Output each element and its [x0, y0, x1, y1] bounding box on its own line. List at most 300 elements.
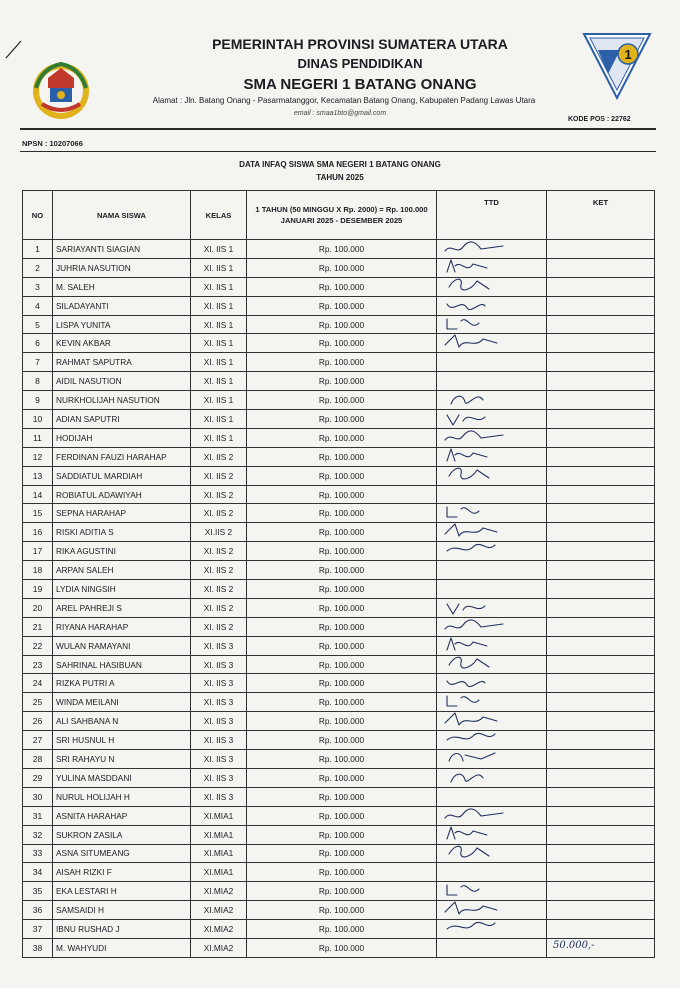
table-row: [23, 485, 655, 504]
table-row: [23, 882, 655, 901]
infaq-amount: Rp. 100.000: [247, 523, 437, 542]
student-name: WINDA MEILANI: [53, 693, 191, 712]
signature-cell: [437, 240, 547, 259]
infaq-amount: Rp. 100.000: [247, 561, 437, 580]
student-name: ALI SAHBANA N: [53, 712, 191, 731]
postal-code: KODE POS : 22762: [568, 116, 631, 123]
infaq-amount: Rp. 100.000: [247, 372, 437, 391]
handwritten-signature: [441, 334, 521, 353]
signature-cell: [437, 920, 547, 939]
row-number: 34: [23, 863, 53, 882]
infaq-amount: Rp. 100.000: [247, 693, 437, 712]
remark-cell: [547, 655, 655, 674]
student-name: M. WAHYUDI: [53, 938, 191, 957]
remark-cell: [547, 353, 655, 372]
table-body: [23, 240, 655, 958]
row-number: 20: [23, 598, 53, 617]
infaq-amount: Rp. 100.000: [247, 920, 437, 939]
row-number: 30: [23, 787, 53, 806]
student-name: SAHRINAL HASIBUAN: [53, 655, 191, 674]
student-name: NURKHOLIJAH NASUTION: [53, 391, 191, 410]
table-row: [23, 693, 655, 712]
table-row: [23, 240, 655, 259]
row-number: 8: [23, 372, 53, 391]
infaq-amount: Rp. 100.000: [247, 485, 437, 504]
table-row: [23, 523, 655, 542]
infaq-amount: Rp. 100.000: [247, 655, 437, 674]
table-row: [23, 372, 655, 391]
student-name: RISKI ADITIA S: [53, 523, 191, 542]
row-number: 27: [23, 731, 53, 750]
handwritten-signature: [441, 504, 521, 523]
infaq-amount: Rp. 100.000: [247, 731, 437, 750]
signature-cell: [437, 334, 547, 353]
signature-cell: [437, 844, 547, 863]
signature-cell: [437, 561, 547, 580]
remark-note: 50.000,-: [553, 939, 595, 951]
student-class: XI. IIS 1: [191, 410, 247, 429]
department-header-line: DINAS PENDIDIKAN: [297, 56, 423, 71]
signature-cell: [437, 485, 547, 504]
student-name: ARPAN SALEH: [53, 561, 191, 580]
student-class: XI. IIS 3: [191, 655, 247, 674]
student-class: XI. IIS 3: [191, 712, 247, 731]
col-header-ket: KET: [547, 191, 655, 240]
student-class: XI. IIS 2: [191, 485, 247, 504]
row-number: 19: [23, 580, 53, 599]
provincial-emblem-icon: [28, 58, 94, 124]
student-class: XI. IIS 2: [191, 580, 247, 599]
student-class: XI. IIS 1: [191, 315, 247, 334]
remark-cell: [547, 334, 655, 353]
document-title: DATA INFAQ SISWA SMA NEGERI 1 BATANG ONANG: [239, 160, 441, 169]
table-row: [23, 617, 655, 636]
row-number: 35: [23, 882, 53, 901]
table-row: [23, 258, 655, 277]
handwritten-signature: [441, 296, 521, 315]
table-row: [23, 712, 655, 731]
table-row: [23, 598, 655, 617]
handwritten-signature: [441, 277, 521, 296]
col-header-ttd: TTD: [437, 191, 547, 240]
remark-cell: [547, 750, 655, 769]
infaq-amount: Rp. 100.000: [247, 750, 437, 769]
infaq-amount: Rp. 100.000: [247, 882, 437, 901]
remark-cell: [547, 447, 655, 466]
infaq-amount: Rp. 100.000: [247, 258, 437, 277]
table-row: [23, 844, 655, 863]
remark-cell: [547, 768, 655, 787]
handwritten-signature: [441, 920, 521, 939]
student-class: XI. IIS 2: [191, 598, 247, 617]
signature-cell: [437, 447, 547, 466]
remark-cell: [547, 523, 655, 542]
row-number: 18: [23, 561, 53, 580]
infaq-amount: Rp. 100.000: [247, 636, 437, 655]
student-class: XI. IIS 2: [191, 466, 247, 485]
infaq-amount: Rp. 100.000: [247, 466, 437, 485]
student-name: SRI RAHAYU N: [53, 750, 191, 769]
row-number: 17: [23, 542, 53, 561]
remark-cell: [547, 315, 655, 334]
signature-cell: [437, 674, 547, 693]
table-row: [23, 731, 655, 750]
row-number: 4: [23, 296, 53, 315]
col-header-nominal: [247, 191, 437, 240]
infaq-amount: Rp. 100.000: [247, 938, 437, 957]
table-row: [23, 806, 655, 825]
signature-cell: [437, 598, 547, 617]
handwritten-signature: [441, 598, 521, 617]
infaq-amount: Rp. 100.000: [247, 296, 437, 315]
infaq-amount: Rp. 100.000: [247, 391, 437, 410]
student-class: XI. IIS 1: [191, 391, 247, 410]
row-number: 25: [23, 693, 53, 712]
nominal-header-line2: JANUARI 2025 - DESEMBER 2025: [280, 216, 403, 225]
remark-cell: [547, 863, 655, 882]
student-name: AISAH RIZKI F: [53, 863, 191, 882]
row-number: 37: [23, 920, 53, 939]
handwritten-signature: [441, 882, 521, 901]
infaq-amount: Rp. 100.000: [247, 580, 437, 599]
table-row: [23, 768, 655, 787]
row-number: 33: [23, 844, 53, 863]
signature-cell: [437, 750, 547, 769]
table-row: [23, 655, 655, 674]
row-number: 11: [23, 428, 53, 447]
infaq-amount: Rp. 100.000: [247, 901, 437, 920]
student-class: XI. IIS 3: [191, 636, 247, 655]
nominal-header-line1: 1 TAHUN (50 MINGGU X Rp. 2000) = Rp. 100.000: [255, 205, 428, 214]
table-row: [23, 428, 655, 447]
student-class: XI.MIA1: [191, 806, 247, 825]
student-name: SAMSAIDI H: [53, 901, 191, 920]
remark-cell: [547, 598, 655, 617]
student-class: XI.MIA1: [191, 825, 247, 844]
student-class: XI. IIS 3: [191, 787, 247, 806]
student-name: RIKA AGUSTINI: [53, 542, 191, 561]
student-name: FERDINAN FAUZI HARAHAP: [53, 447, 191, 466]
remark-cell: [547, 258, 655, 277]
remark-cell: [547, 391, 655, 410]
handwritten-signature: [441, 410, 521, 429]
table-row: [23, 674, 655, 693]
student-class: XI.MIA2: [191, 882, 247, 901]
signature-cell: [437, 542, 547, 561]
school-name-header: SMA NEGERI 1 BATANG ONANG: [243, 76, 477, 93]
handwritten-signature: [441, 768, 521, 787]
handwritten-signature: [441, 731, 521, 750]
row-number: 10: [23, 410, 53, 429]
handwritten-signature: [441, 447, 521, 466]
infaq-amount: Rp. 100.000: [247, 542, 437, 561]
npsn-number: NPSN : 10207066: [22, 139, 83, 148]
header-divider: [20, 128, 656, 130]
handwritten-signature: [441, 806, 521, 825]
student-name: YULINA MASDDANI: [53, 768, 191, 787]
signature-cell: [437, 410, 547, 429]
table-row: [23, 901, 655, 920]
table-row: [23, 296, 655, 315]
table-row: [23, 504, 655, 523]
infaq-amount: Rp. 100.000: [247, 806, 437, 825]
student-name: SEPNA HARAHAP: [53, 504, 191, 523]
table-header-row: [23, 191, 655, 240]
signature-cell: [437, 372, 547, 391]
row-number: 24: [23, 674, 53, 693]
infaq-amount: Rp. 100.000: [247, 447, 437, 466]
row-number: 31: [23, 806, 53, 825]
student-name: AIDIL NASUTION: [53, 372, 191, 391]
student-class: XI. IIS 3: [191, 768, 247, 787]
row-number: 16: [23, 523, 53, 542]
student-name: SADDIATUL MARDIAH: [53, 466, 191, 485]
row-number: 14: [23, 485, 53, 504]
remark-cell: [547, 920, 655, 939]
signature-cell: [437, 636, 547, 655]
student-class: XI.MIA2: [191, 938, 247, 957]
row-number: 29: [23, 768, 53, 787]
remark-cell: [547, 410, 655, 429]
table-row: [23, 353, 655, 372]
row-number: 2: [23, 258, 53, 277]
signature-cell: [437, 731, 547, 750]
handwritten-signature: [441, 428, 521, 447]
handwritten-signature: [441, 901, 521, 920]
student-name: EKA LESTARI H: [53, 882, 191, 901]
student-class: XI. IIS 2: [191, 447, 247, 466]
student-name: IBNU RUSHAD J: [53, 920, 191, 939]
student-name: LISPA YUNITA: [53, 315, 191, 334]
remark-cell: [547, 617, 655, 636]
student-class: XI. IIS 3: [191, 693, 247, 712]
gov-header-line: PEMERINTAH PROVINSI SUMATERA UTARA: [212, 36, 508, 52]
signature-cell: [437, 523, 547, 542]
row-number: 9: [23, 391, 53, 410]
remark-cell: [547, 372, 655, 391]
table-row: [23, 410, 655, 429]
table-row: [23, 334, 655, 353]
signature-cell: [437, 655, 547, 674]
table-row: [23, 561, 655, 580]
remark-cell: [547, 825, 655, 844]
student-class: XI. IIS 2: [191, 504, 247, 523]
remark-cell: [547, 561, 655, 580]
student-name: WULAN RAMAYANI: [53, 636, 191, 655]
remark-cell: [547, 240, 655, 259]
table-row: [23, 315, 655, 334]
table-row: [23, 787, 655, 806]
table-row: [23, 466, 655, 485]
infaq-amount: Rp. 100.000: [247, 277, 437, 296]
handwritten-signature: [441, 655, 521, 674]
handwritten-signature: [441, 240, 521, 259]
infaq-amount: Rp. 100.000: [247, 617, 437, 636]
student-name: HODIJAH: [53, 428, 191, 447]
infaq-amount: Rp. 100.000: [247, 768, 437, 787]
pen-mark-icon: [4, 38, 24, 60]
infaq-amount: Rp. 100.000: [247, 598, 437, 617]
handwritten-signature: [441, 258, 521, 277]
row-number: 6: [23, 334, 53, 353]
signature-cell: [437, 768, 547, 787]
student-class: XI. IIS 1: [191, 296, 247, 315]
infaq-amount: Rp. 100.000: [247, 240, 437, 259]
student-class: XI. IIS 1: [191, 277, 247, 296]
infaq-table: [22, 190, 655, 958]
remark-cell: [547, 485, 655, 504]
handwritten-signature: [441, 466, 521, 485]
student-name: SARIAYANTI SIAGIAN: [53, 240, 191, 259]
handwritten-signature: [441, 617, 521, 636]
handwritten-signature: [441, 750, 521, 769]
table-row: [23, 636, 655, 655]
signature-cell: [437, 938, 547, 957]
signature-cell: [437, 504, 547, 523]
signature-cell: [437, 428, 547, 447]
school-email: email : smaa1bto@gmail.com: [293, 110, 387, 117]
signature-cell: [437, 277, 547, 296]
row-number: 32: [23, 825, 53, 844]
col-header-nama: NAMA SISWA: [53, 191, 191, 240]
signature-cell: [437, 712, 547, 731]
infaq-amount: Rp. 100.000: [247, 787, 437, 806]
student-class: XI. IIS 3: [191, 674, 247, 693]
remark-cell: [547, 882, 655, 901]
remark-cell: [547, 466, 655, 485]
signature-cell: [437, 258, 547, 277]
school-address: Alamat : Jln. Batang Onang - Pasarmatanggor, Kecamatan Batang Onang, Kabupaten Padang Lawas Utara: [152, 96, 536, 105]
signature-cell: [437, 693, 547, 712]
remark-cell: [547, 277, 655, 296]
student-class: XI.MIA1: [191, 863, 247, 882]
table-row: [23, 938, 655, 957]
signature-cell: [437, 882, 547, 901]
student-class: XI.MIA2: [191, 920, 247, 939]
signature-cell: [437, 391, 547, 410]
student-name: NURUL HOLIJAH H: [53, 787, 191, 806]
student-name: ASNITA HARAHAP: [53, 806, 191, 825]
student-class: XI. IIS 3: [191, 731, 247, 750]
header-divider-thin: [20, 151, 656, 152]
student-class: XI.IIS 2: [191, 523, 247, 542]
infaq-amount: Rp. 100.000: [247, 844, 437, 863]
table-row: [23, 542, 655, 561]
row-number: 28: [23, 750, 53, 769]
student-class: XI. IIS 1: [191, 353, 247, 372]
signature-cell: [437, 466, 547, 485]
signature-cell: [437, 806, 547, 825]
row-number: 26: [23, 712, 53, 731]
remark-cell: [547, 806, 655, 825]
col-header-kelas: KELAS: [191, 191, 247, 240]
student-name: AREL PAHREJI S: [53, 598, 191, 617]
remark-cell: [547, 674, 655, 693]
student-class: XI. IIS 2: [191, 561, 247, 580]
student-class: XI. IIS 1: [191, 428, 247, 447]
remark-cell: [547, 787, 655, 806]
infaq-amount: Rp. 100.000: [247, 410, 437, 429]
student-name: KEVIN AKBAR: [53, 334, 191, 353]
student-name: SRI HUSNUL H: [53, 731, 191, 750]
remark-cell: [547, 938, 655, 957]
student-name: RAHMAT SAPUTRA: [53, 353, 191, 372]
signature-cell: [437, 863, 547, 882]
student-name: SUKRON ZASILA: [53, 825, 191, 844]
infaq-amount: Rp. 100.000: [247, 334, 437, 353]
row-number: 36: [23, 901, 53, 920]
student-name: RIZKA PUTRI A: [53, 674, 191, 693]
infaq-amount: Rp. 100.000: [247, 712, 437, 731]
infaq-amount: Rp. 100.000: [247, 315, 437, 334]
student-class: XI. IIS 1: [191, 258, 247, 277]
svg-text:1: 1: [624, 47, 632, 62]
student-class: XI. IIS 2: [191, 617, 247, 636]
student-class: XI.MIA1: [191, 844, 247, 863]
handwritten-signature: [441, 636, 521, 655]
student-name: ADIAN SAPUTRI: [53, 410, 191, 429]
signature-cell: [437, 315, 547, 334]
table-row: [23, 391, 655, 410]
remark-cell: [547, 428, 655, 447]
row-number: 15: [23, 504, 53, 523]
row-number: 22: [23, 636, 53, 655]
infaq-amount: Rp. 100.000: [247, 504, 437, 523]
remark-cell: [547, 844, 655, 863]
infaq-amount: Rp. 100.000: [247, 674, 437, 693]
remark-cell: [547, 296, 655, 315]
student-class: XI. IIS 1: [191, 372, 247, 391]
table-row: [23, 920, 655, 939]
row-number: 38: [23, 938, 53, 957]
handwritten-signature: [441, 825, 521, 844]
table-row: [23, 277, 655, 296]
student-name: ASNA SITUMEANG: [53, 844, 191, 863]
signature-cell: [437, 787, 547, 806]
remark-cell: [547, 731, 655, 750]
student-class: XI. IIS 1: [191, 334, 247, 353]
student-class: XI.MIA2: [191, 901, 247, 920]
handwritten-signature: [441, 523, 521, 542]
handwritten-signature: [441, 391, 521, 410]
remark-cell: [547, 504, 655, 523]
signature-cell: [437, 617, 547, 636]
student-name: SILADAYANTI: [53, 296, 191, 315]
handwritten-signature: [441, 712, 521, 731]
row-number: 12: [23, 447, 53, 466]
row-number: 1: [23, 240, 53, 259]
student-class: XI. IIS 2: [191, 542, 247, 561]
student-name: M. SALEH: [53, 277, 191, 296]
infaq-amount: Rp. 100.000: [247, 353, 437, 372]
student-class: XI. IIS 1: [191, 240, 247, 259]
student-class: XI. IIS 3: [191, 750, 247, 769]
remark-cell: [547, 693, 655, 712]
table-row: [23, 580, 655, 599]
handwritten-signature: [441, 674, 521, 693]
handwritten-signature: [441, 315, 521, 334]
infaq-amount: Rp. 100.000: [247, 863, 437, 882]
document-subtitle: TAHUN 2025: [316, 173, 364, 182]
remark-cell: [547, 636, 655, 655]
table-row: [23, 447, 655, 466]
table-row: [23, 825, 655, 844]
remark-cell: [547, 712, 655, 731]
col-header-no: NO: [23, 191, 53, 240]
handwritten-signature: [441, 542, 521, 561]
signature-cell: [437, 296, 547, 315]
table-row: [23, 863, 655, 882]
